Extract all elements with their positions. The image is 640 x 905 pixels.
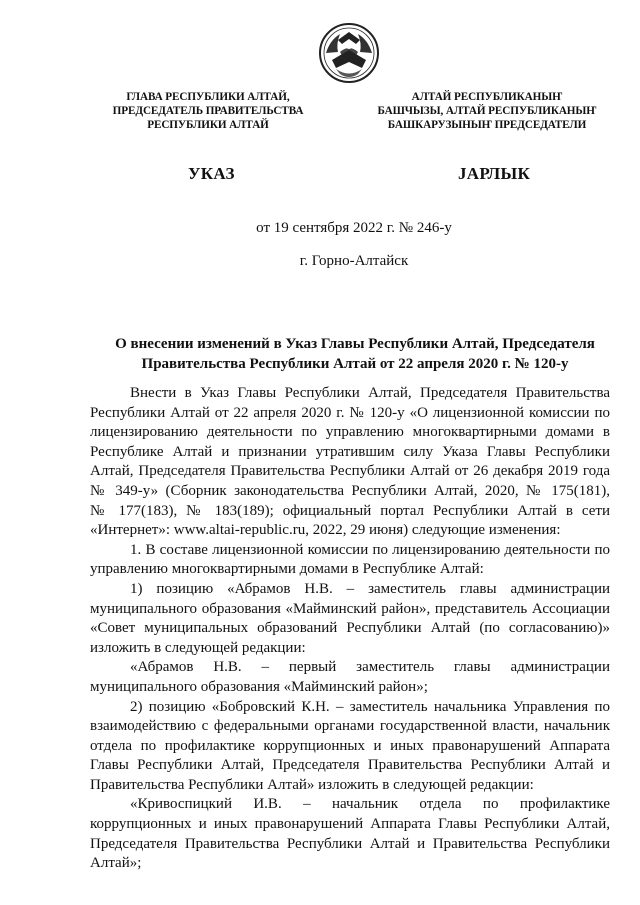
- body-line: Республике Алтай и признании утратившим силу Указа Главы Республики: [90, 443, 610, 460]
- header-right-line: БАШКАРУЗЫНЫҤ ПРЕДСЕДАТЕЛИ: [387, 119, 587, 131]
- body-line: изложить в следующей редакции:: [90, 639, 306, 656]
- body-line: Председателя Правительства Республики Алтай и Правительства Республики: [90, 835, 610, 852]
- header-left-line: ПРЕДСЕДАТЕЛЬ ПРАВИТЕЛЬСТВА: [112, 105, 304, 117]
- header-left: [98, 90, 318, 132]
- document-body: [90, 384, 610, 874]
- body-line: «Кривоспицкий И.В. – начальник отдела по профилактике: [130, 796, 610, 813]
- decree-label-ru: УКАЗ: [188, 164, 235, 183]
- body-line: 1) позицию «Абрамов Н.В. – заместитель главы администрации: [130, 580, 610, 597]
- header-right-line: БАШЧЫЗЫ, АЛТАЙ РЕСПУБЛИКАНЫҤ: [377, 105, 597, 117]
- body-line: 1. В составе лицензионной комиссии по лицензированию деятельности по: [130, 541, 610, 558]
- decree-city: г. Горно-Алтайск: [299, 253, 409, 269]
- body-line: взаимодействию с федеральными органами государственной власти, начальник: [90, 718, 610, 735]
- header-right-line: АЛТАЙ РЕСПУБЛИКАНЫҤ: [411, 91, 563, 103]
- body-line: муниципального образования «Майминский район»;: [90, 678, 428, 695]
- decree-date: от 19 сентября 2022 г. № 246-у: [256, 220, 452, 236]
- body-line: муниципального образования «Майминский район», представитель Ассоциации: [90, 600, 610, 617]
- body-line: 2) позицию «Бобровский К.Н. – заместитель начальника Управления по: [130, 698, 610, 715]
- body-line: «Совет муниципальных образований Республики Алтай (по согласованию)»: [90, 620, 610, 637]
- body-line: Алтай»;: [90, 855, 142, 872]
- header-left-line: ГЛАВА РЕСПУБЛИКИ АЛТАЙ,: [126, 91, 290, 103]
- body-line: Алтай, Председателя Правительства Республики Алтай от 26 декабря 2019 года: [90, 463, 610, 480]
- republic-altai-emblem-icon: [318, 22, 380, 84]
- body-line: № 349-у» (Сборник законодательства Республики Алтай, 2020, № 175(181),: [90, 482, 610, 499]
- body-line: управлению многоквартирными домами в Республике Алтай:: [90, 561, 484, 578]
- body-line: «Интернет»: www.altai-republic.ru, 2022, 29 июня) следующие изменения:: [90, 522, 561, 539]
- title-line: О внесении изменений в Указ Главы Республики Алтай, Председателя: [115, 336, 595, 352]
- body-line: Внести в Указ Главы Республики Алтай, Председателя Правительства: [130, 385, 610, 401]
- body-line: коррупционных и иных правонарушений Аппарата Главы Республики Алтай,: [90, 816, 610, 833]
- body-line: лицензированию деятельности по управлению многоквартирными домами в: [90, 424, 610, 441]
- decree-label-alt: JАРЛЫК: [458, 164, 531, 183]
- body-line: «Абрамов Н.В. – первый заместитель главы администрации: [130, 659, 610, 676]
- body-line: Республики Алтай от 22 апреля 2020 г. № 120-у «О лицензионной комиссии по: [90, 404, 610, 421]
- header-left-line: РЕСПУБЛИКИ АЛТАЙ: [147, 119, 269, 131]
- body-line: отдела по профилактике коррупционных и иных правонарушений Аппарата: [90, 737, 610, 754]
- title-line: Правительства Республики Алтай от 22 апреля 2020 г. № 120-у: [141, 356, 569, 372]
- header-right: [374, 90, 600, 132]
- body-line: № 177(183), № 183(189); официальный портал Республики Алтай в сети: [90, 502, 610, 519]
- body-line: Правительства Республики Алтай» изложить в следующей редакции:: [90, 776, 534, 793]
- body-line: Главы Республики Алтай, Председателя Правительства Республики Алтай и: [90, 757, 610, 774]
- document-title: [100, 334, 610, 374]
